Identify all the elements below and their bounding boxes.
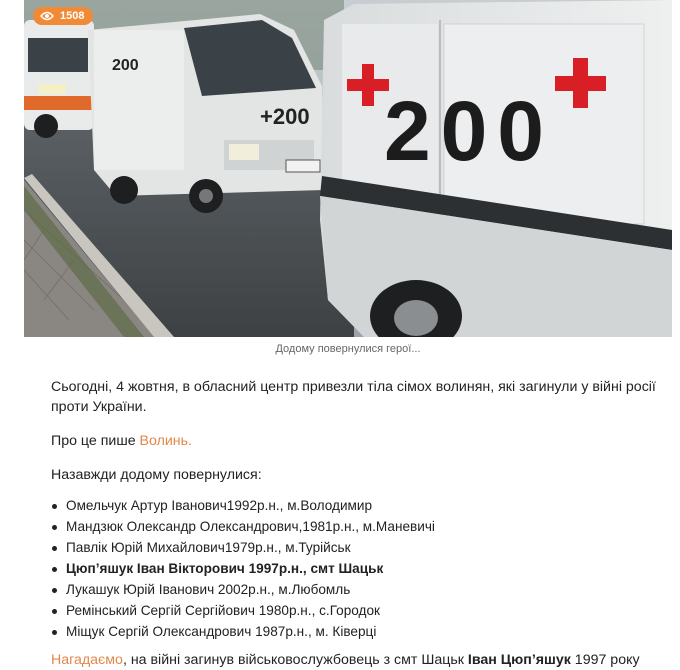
list-intro: Назавжди додому повернулися: — [51, 467, 262, 483]
reminder-text-end: 1997 року — [570, 652, 640, 668]
list-item: Цюп’яшук Іван Вікторович 1997р.н., смт Шацьк — [51, 558, 671, 579]
svg-text:+200: +200 — [260, 104, 310, 129]
ambulance-vans-image — [24, 0, 672, 337]
svg-text:200: 200 — [384, 84, 544, 178]
article-body — [51, 377, 671, 670]
source-paragraph — [51, 431, 671, 451]
reminder-paragraph — [51, 650, 671, 670]
reminder-text: , на війні загинув військовослужбовець з смт Шацьк — [122, 652, 468, 668]
list-item: Мандзюк Олександр Олександрович,1981р.н., м.Маневичі — [51, 516, 671, 537]
reminder-link[interactable]: Нагадаємо — [51, 652, 123, 668]
reminder-name: Іван Цюп’яшук — [467, 652, 571, 668]
list-item: Павлік Юрій Михайлович1979р.н., м.Турійськ — [51, 537, 671, 558]
list-item: Лукашук Юрій Іванович 2002р.н., м.Любомль — [51, 579, 671, 600]
views-count: 1508 — [60, 10, 85, 22]
photo-caption: Додому повернулися герої... — [275, 343, 421, 355]
fallen-list — [51, 495, 671, 642]
svg-text:200: 200 — [112, 57, 139, 74]
list-item: Омельчук Артур Іванович1992р.н., м.Володимир — [51, 495, 671, 516]
list-item: Ремінський Сергій Сергійович 1980р.н., с.Городок — [51, 600, 671, 621]
source-link[interactable]: Волинь. — [139, 433, 192, 449]
list-item: Міщук Сергій Олександрович 1987р.н., м. Ківерці — [51, 621, 671, 642]
views-badge — [33, 7, 93, 25]
eye-icon — [40, 11, 54, 21]
source-text: Про це пише — [51, 433, 140, 449]
article-paragraph: Сьогодні, 4 жовтня, в обласний центр привезли тіла сімох волинян, які загинули у війні росії проти України. — [51, 379, 656, 415]
article-photo — [24, 0, 672, 337]
